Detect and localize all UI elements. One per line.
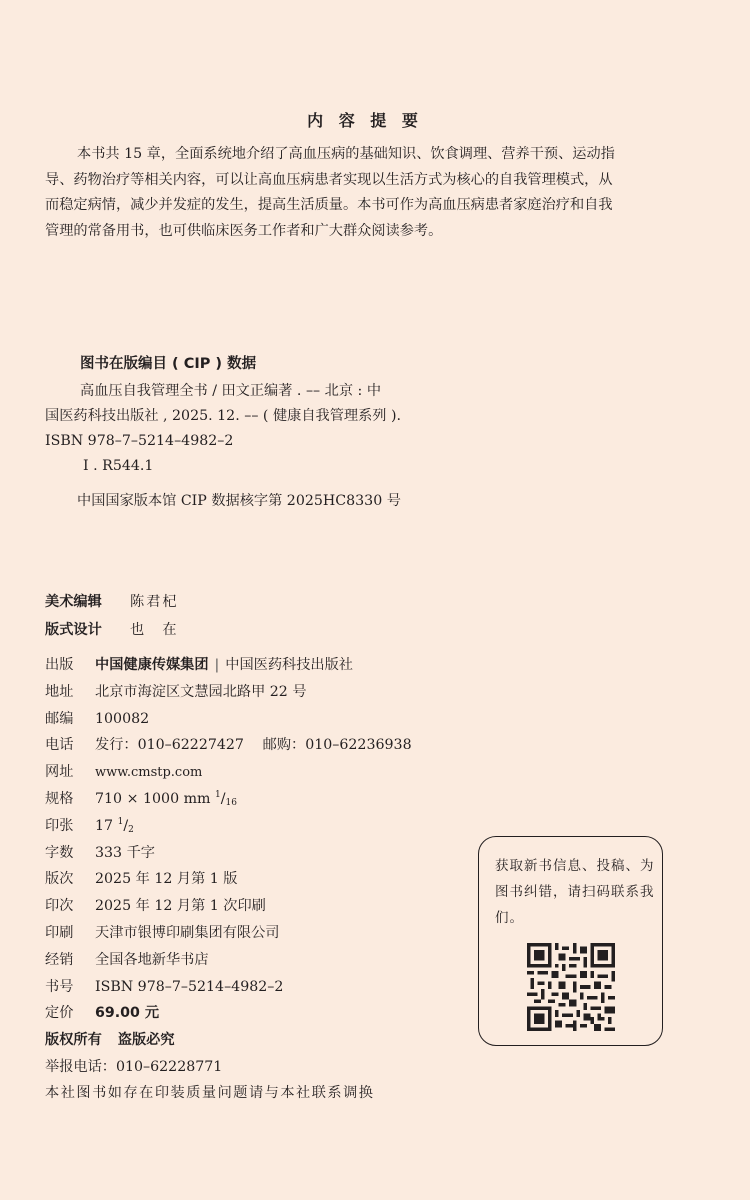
sheets-label: 印张 <box>45 817 74 834</box>
isbn-row <box>45 976 412 1003</box>
report-phone: 举报电话：010–62228771 <box>45 1058 223 1075</box>
summary-line: 而稳定病情，减少并发症的发生，提高生活质量。本书可作为高血压病患者家庭治疗和自我 <box>45 197 613 213</box>
publisher-row <box>45 654 412 681</box>
printer-label: 印刷 <box>45 924 74 941</box>
postcode-row <box>45 708 412 735</box>
isbn-label: 书号 <box>45 978 74 995</box>
words-row <box>45 842 412 869</box>
qr-caption: 获取新书信息、投稿、为图书纠错，请扫码联系我们。 <box>495 858 655 926</box>
cip-classification: Ⅰ . R544.1 <box>83 458 154 474</box>
art-editor-value: 陈君杞 <box>130 594 179 610</box>
distributor-value: 全国各地新华书店 <box>95 951 209 968</box>
sheets-value: 17 <box>95 817 114 834</box>
cip-line: 国医药科技出版社 , 2025. 12. –– ( 健康自我管理系列 ). <box>45 408 402 424</box>
art-editor-row <box>45 591 179 611</box>
price-label: 定价 <box>45 1005 74 1022</box>
format-label: 规格 <box>45 790 74 807</box>
publisher-separator: | <box>214 657 220 673</box>
summary-line: 本书共 15 章，全面系统地介绍了高血压病的基础知识、饮食调理、营养干预、运动指 <box>77 146 615 162</box>
printing-label: 印次 <box>45 898 74 915</box>
format-value: 710 × 1000 mm <box>95 790 211 807</box>
edition-value: 2025 年 12 月第 1 版 <box>95 871 238 888</box>
address-value: 北京市海淀区文慧园北路甲 22 号 <box>95 683 307 700</box>
phone-value: 发行：010–62227427 邮购：010–62236938 <box>95 737 412 754</box>
address-label: 地址 <box>45 683 74 700</box>
price-value: 69.00 元 <box>95 1005 160 1022</box>
postcode-value: 100082 <box>95 710 150 727</box>
cip-verification: 中国国家版本馆 CIP 数据核字第 2025HC8330 号 <box>77 493 401 509</box>
summary-line: 导、药物治疗等相关内容，可以让高血压病患者实现以生活方式为核心的自我管理模式，从 <box>45 171 613 188</box>
cip-record <box>45 379 685 479</box>
edition-label: 版次 <box>45 871 74 888</box>
rights-text: 版权所有 <box>45 1032 102 1049</box>
phone-label: 电话 <box>45 737 74 754</box>
words-label: 字数 <box>45 844 74 861</box>
isbn-value: ISBN 978–7–5214–4982–2 <box>95 978 284 995</box>
format-numerator: 1 <box>215 789 221 800</box>
quality-notice: 本社图书如存在印装质量问题请与本社联系调换 <box>45 1085 375 1101</box>
qr-code-icon[interactable] <box>527 943 615 1031</box>
qr-info-box <box>478 836 663 1046</box>
sheets-numerator: 1 <box>117 816 124 827</box>
sheets-row: 印张 17 $^1/_2$ <box>45 816 134 835</box>
cip-line: 高血压自我管理全书 / 田文正编著 . –– 北京 : 中 <box>80 383 382 399</box>
website-value: www.cmstp.com <box>95 765 203 781</box>
printing-row <box>45 895 412 922</box>
distributor-label: 经销 <box>45 951 74 968</box>
printer-value: 天津市银博印刷集团有限公司 <box>95 924 280 941</box>
cip-heading: 图书在版编目 ( CIP ) 数据 <box>80 356 257 372</box>
layout-design-value: 也 在 <box>130 622 179 638</box>
summary-line: 管理的常备用书，也可供临床医务工作者和广大群众阅读参考。 <box>45 222 443 239</box>
sheets-denominator: 2 <box>128 824 134 835</box>
printer-row <box>45 922 412 949</box>
cip-isbn: ISBN 978–7–5214–4982–2 <box>45 433 234 449</box>
layout-design-label: 版式设计 <box>45 622 102 638</box>
art-editor-label: 美术编辑 <box>45 594 102 610</box>
summary-paragraph <box>45 142 685 244</box>
layout-design-row <box>45 619 179 639</box>
postcode-label: 邮编 <box>45 710 74 727</box>
website-label: 网址 <box>45 764 74 781</box>
price-row <box>45 1002 412 1029</box>
format-denominator: 16 <box>225 797 237 808</box>
printing-value: 2025 年 12 月第 1 次印刷 <box>95 898 266 915</box>
publication-info <box>45 654 412 1083</box>
publisher-name: 中国医药科技出版社 <box>225 657 353 673</box>
summary-title: 内 容 提 要 <box>307 111 423 130</box>
publisher-label: 出版 <box>45 657 74 673</box>
phone-row <box>45 734 412 761</box>
rights-row <box>45 1029 412 1056</box>
publisher-group: 中国健康传媒集团 <box>95 657 209 673</box>
address-row <box>45 681 412 708</box>
words-value: 333 千字 <box>95 844 155 861</box>
distributor-row <box>45 949 412 976</box>
piracy-text: 盗版必究 <box>117 1032 175 1049</box>
edition-row <box>45 868 412 895</box>
report-row <box>45 1056 412 1083</box>
format-row: 规格 710 × 1000 mm $^1/_{16}$ <box>45 789 237 808</box>
website-row <box>45 761 412 788</box>
